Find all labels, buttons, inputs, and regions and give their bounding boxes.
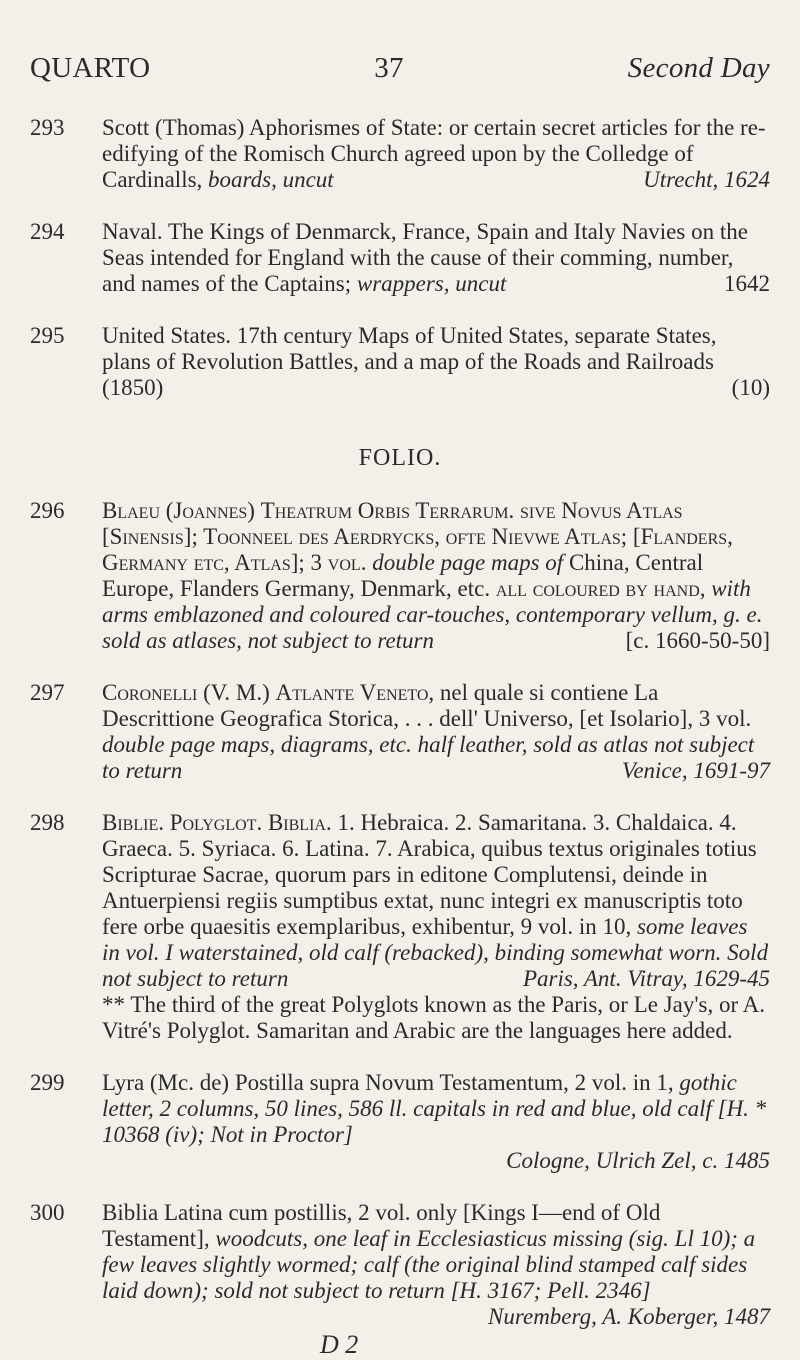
lot-298 — [30, 810, 770, 1044]
lot-description: United States. 17th century Maps of United States, separate States, plans of Revolution Battles, and a map of the Roads and Railroads (1850) (10) — [102, 323, 770, 400]
lot-296 — [30, 498, 770, 654]
lot-number: 299 — [30, 1070, 65, 1095]
lot-description: Lyra (Mc. de) Postilla supra Novum Testamentum, 2 vol. in 1, gothic letter, 2 columns, 50 lines, 586 ll. capitals in red and blue, old calf [H. * 10368 (iv); Not in Proctor] Cologne, Ulrich Zel, c. 1485 — [102, 1070, 770, 1173]
lot-imprint: Utrecht, 1624 — [643, 167, 770, 192]
lot-imprint: Paris, Ant. Vitray, 1629-45 — [522, 966, 770, 991]
lot-299 — [30, 1070, 770, 1174]
lot-300 — [30, 1200, 770, 1330]
lot-imprint: Cologne, Ulrich Zel, c. 1485 — [506, 1148, 770, 1173]
lot-295 — [30, 323, 770, 401]
lot-description: Blaeu (Joannes) Theatrum Orbis Terrarum. sive Novus Atlas [Sinensis]; Toonneel des Aerdrycks, ofte Nievwe Atlas; [Flanders, Germany etc, Atlas]; 3 vol. double page maps of China, Central Europe, Flanders Germany, Denmark, etc. all coloured by hand, with arms emblazoned and coloured car-touches, contemporary vellum, g. e. sold as atlases, not subject to return [c. 1660-50-50] — [102, 498, 770, 653]
lot-note: ** The third of the great Polyglots known as the Paris, or Le Jay's, or A. Vitré's Polyglot. Samaritan and Arabic are the languages here added. — [102, 992, 765, 1043]
lot-number: 295 — [30, 323, 65, 348]
running-header — [30, 52, 770, 85]
lot-number: 298 — [30, 810, 65, 835]
lot-imprint: 1642 — [724, 271, 770, 296]
lot-number: 297 — [30, 680, 65, 705]
lot-number: 300 — [30, 1200, 65, 1225]
lot-imprint: (10) — [731, 375, 770, 400]
lot-description: Naval. The Kings of Denmarck, France, Spain and Italy Navies on the Seas intended for England with the cause of their comming, number, and names of the Captains; wrappers, uncut 1642 — [102, 219, 770, 296]
signature-mark: D 2 — [320, 1330, 359, 1359]
lot-description: Coronelli (V. M.) Atlante Veneto, nel quale si contiene La Descrittione Geografica Storica, . . . dell' Universo, [et Isolario], 3 vol. double page maps, diagrams, etc. half leather, sold as atlas not subject to return Venice, 1691-97 — [102, 680, 770, 783]
lot-293 — [30, 115, 770, 193]
section-heading: FOLIO. — [358, 445, 442, 471]
lot-number: 293 — [30, 115, 65, 140]
header-format: QUARTO — [30, 52, 151, 84]
lot-294 — [30, 219, 770, 297]
lot-description: Scott (Thomas) Aphorismes of State: or certain secret articles for the re-edifying of the Romisch Church agreed upon by the Colledge of Cardinalls, boards, uncut Utrecht, 1624 — [102, 115, 770, 192]
page-number: 37 — [374, 52, 404, 84]
lot-number: 294 — [30, 219, 65, 244]
lot-number: 296 — [30, 498, 65, 523]
lot-imprint: Venice, 1691-97 — [621, 758, 770, 783]
lot-297 — [30, 680, 770, 784]
header-day: Second Day — [627, 52, 770, 84]
lot-description: Biblia Latina cum postillis, 2 vol. only [Kings I—end of Old Testament], woodcuts, one leaf in Ecclesiasticus missing (sig. Ll 10); a few leaves slightly wormed; calf (the original blind stamped calf sides laid down); sold not subject to return [H. 3167; Pell. 2346] Nuremberg, A. Koberger, 1487 — [102, 1200, 770, 1329]
lot-description: Biblie. Polyglot. Biblia. 1. Hebraica. 2. Samaritana. 3. Chaldaica. 4. Graeca. 5. Syriaca. 6. Latina. 7. Arabica, quibus textus originales totius Scripturae Sacrae, quorum pars in editone Complutensi, deinde in Antuerpiensi regiis sumptibus extat, nunc integri ex manuscriptis toto fere orbe quaesitis exemplaribus, exhibentur, 9 vol. in 10, some leaves in vol. I waterstained, old calf (rebacked), binding somewhat worn. Sold not subject to return Paris, Ant. Vitray, 1629-45 ** The third of the great Polyglots known as the Paris, or Le Jay's, or A. Vitré's Polyglot. Samaritan and Arabic are the languages here added. — [102, 810, 770, 1043]
lot-imprint: [c. 1660-50-50] — [625, 628, 770, 653]
lot-imprint: Nuremberg, A. Koberger, 1487 — [488, 1304, 770, 1329]
